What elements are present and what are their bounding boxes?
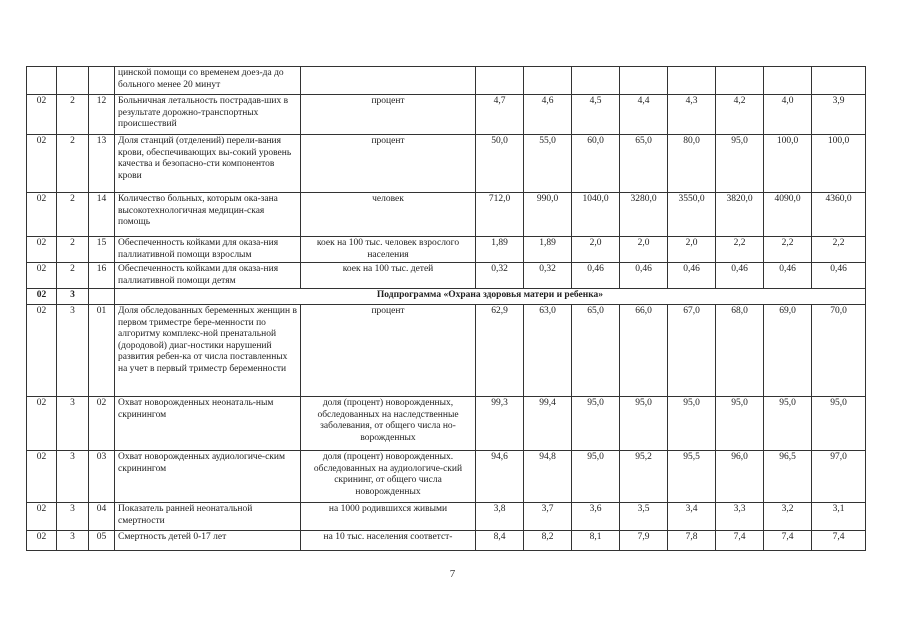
value-cell	[812, 67, 866, 95]
code-cell: 02	[27, 263, 57, 289]
code-cell: 2	[57, 135, 89, 193]
unit-cell: процент	[301, 305, 476, 397]
value-cell: 990,0	[524, 193, 572, 237]
value-cell: 4360,0	[812, 193, 866, 237]
value-cell: 95,0	[812, 397, 866, 451]
value-cell	[668, 67, 716, 95]
indicators-table	[26, 66, 866, 551]
code-cell: 12	[89, 95, 115, 135]
code-cell: 3	[57, 289, 89, 305]
unit-cell: доля (процент) новорожденных. обследованных на аудиологиче-ский скрининг, от общего числа новорожденных	[301, 451, 476, 503]
table-row	[27, 263, 866, 289]
value-cell: 0,32	[524, 263, 572, 289]
value-cell: 7,4	[812, 531, 866, 551]
unit-cell: коек на 100 тыс. человек взрослого населения	[301, 237, 476, 263]
value-cell: 3820,0	[716, 193, 764, 237]
indicator-name: Больничная летальность пострадав-ших в результате дорожно-транспортных происшествий	[115, 95, 301, 135]
indicator-name: цинской помощи со временем доез-да до больного менее 20 минут	[115, 67, 301, 95]
value-cell: 60,0	[572, 135, 620, 193]
value-cell: 66,0	[620, 305, 668, 397]
value-cell: 0,46	[572, 263, 620, 289]
subprogram-title: Подпрограмма «Охрана здоровья матери и ребенка»	[115, 289, 866, 305]
unit-cell: на 1000 родившихся живыми	[301, 503, 476, 531]
code-cell: 2	[57, 95, 89, 135]
value-cell: 63,0	[524, 305, 572, 397]
value-cell: 65,0	[572, 305, 620, 397]
table-row	[27, 451, 866, 503]
value-cell: 3,3	[716, 503, 764, 531]
code-cell: 03	[89, 451, 115, 503]
indicator-name: Доля станций (отделений) перели-вания крови, обеспечивающих вы-сокий уровень качества и безопасно-сти компонентов крови	[115, 135, 301, 193]
code-cell: 02	[27, 95, 57, 135]
code-cell: 01	[89, 305, 115, 397]
value-cell: 2,2	[812, 237, 866, 263]
table-row	[27, 135, 866, 193]
value-cell: 95,0	[764, 397, 812, 451]
value-cell: 96,0	[716, 451, 764, 503]
value-cell: 4,2	[716, 95, 764, 135]
cell	[89, 67, 115, 95]
indicator-name: Количество больных, которым ока-зана высокотехнологичная медицин-ская помощь	[115, 193, 301, 237]
value-cell: 99,3	[476, 397, 524, 451]
value-cell: 4090,0	[764, 193, 812, 237]
cell	[57, 67, 89, 95]
value-cell: 7,8	[668, 531, 716, 551]
value-cell: 3,2	[764, 503, 812, 531]
value-cell: 99,4	[524, 397, 572, 451]
value-cell: 4,3	[668, 95, 716, 135]
code-cell: 02	[27, 135, 57, 193]
value-cell: 95,5	[668, 451, 716, 503]
value-cell	[572, 67, 620, 95]
value-cell: 2,2	[716, 237, 764, 263]
value-cell: 4,4	[620, 95, 668, 135]
unit-cell: на 10 тыс. населения соответст-	[301, 531, 476, 551]
value-cell: 4,5	[572, 95, 620, 135]
value-cell: 95,0	[572, 397, 620, 451]
value-cell: 96,5	[764, 451, 812, 503]
table-row	[27, 503, 866, 531]
value-cell: 3,5	[620, 503, 668, 531]
value-cell: 4,7	[476, 95, 524, 135]
value-cell: 0,46	[716, 263, 764, 289]
value-cell: 3,7	[524, 503, 572, 531]
subprogram-row	[27, 289, 866, 305]
value-cell: 68,0	[716, 305, 764, 397]
value-cell: 0,46	[620, 263, 668, 289]
value-cell: 94,8	[524, 451, 572, 503]
indicator-name: Обеспеченность койками для оказа-ния паллиативной помощи взрослым	[115, 237, 301, 263]
code-cell: 3	[57, 397, 89, 451]
indicator-name: Доля обследованных беременных женщин в первом триместре бере-менности по алгоритму комплекс-ной пренатальной (дородовой) диаг-ностики нарушений развития ребен-ка от числа поставленных на учет в первый триместр беременности	[115, 305, 301, 397]
value-cell: 3550,0	[668, 193, 716, 237]
value-cell: 3,8	[476, 503, 524, 531]
code-cell: 14	[89, 193, 115, 237]
value-cell: 55,0	[524, 135, 572, 193]
value-cell: 67,0	[668, 305, 716, 397]
value-cell: 94,6	[476, 451, 524, 503]
value-cell: 4,0	[764, 95, 812, 135]
value-cell: 3,1	[812, 503, 866, 531]
table-row	[27, 95, 866, 135]
table-row	[27, 193, 866, 237]
value-cell: 2,2	[764, 237, 812, 263]
indicator-name: Охват новорожденных аудиологиче-ским скринингом	[115, 451, 301, 503]
value-cell: 95,0	[668, 397, 716, 451]
indicator-name: Смертность детей 0-17 лет	[115, 531, 301, 551]
value-cell	[620, 67, 668, 95]
value-cell: 95,0	[572, 451, 620, 503]
code-cell: 02	[27, 193, 57, 237]
value-cell: 7,4	[716, 531, 764, 551]
value-cell: 3280,0	[620, 193, 668, 237]
table-row	[27, 397, 866, 451]
code-cell: 02	[27, 503, 57, 531]
value-cell: 2,0	[668, 237, 716, 263]
table-row	[27, 531, 866, 551]
code-cell: 04	[89, 503, 115, 531]
value-cell: 8,1	[572, 531, 620, 551]
unit-cell: коек на 100 тыс. детей	[301, 263, 476, 289]
value-cell: 95,0	[620, 397, 668, 451]
value-cell: 3,4	[668, 503, 716, 531]
code-cell: 16	[89, 263, 115, 289]
unit-cell: процент	[301, 95, 476, 135]
value-cell: 95,0	[716, 135, 764, 193]
table-row	[27, 237, 866, 263]
table-row	[27, 67, 866, 95]
indicator-name: Обеспеченность койками для оказа-ния паллиативной помощи детям	[115, 263, 301, 289]
code-cell: 02	[27, 531, 57, 551]
value-cell: 3,9	[812, 95, 866, 135]
code-cell: 02	[27, 237, 57, 263]
unit-cell: доля (процент) новорожденных, обследованных на наследственные заболевания, от общего числа но-ворожденных	[301, 397, 476, 451]
value-cell: 4,6	[524, 95, 572, 135]
code-cell: 3	[57, 451, 89, 503]
value-cell: 0,46	[812, 263, 866, 289]
unit-cell	[301, 67, 476, 95]
value-cell: 2,0	[620, 237, 668, 263]
value-cell: 95,2	[620, 451, 668, 503]
code-cell: 2	[57, 263, 89, 289]
value-cell: 712,0	[476, 193, 524, 237]
value-cell: 80,0	[668, 135, 716, 193]
page-number: 7	[449, 568, 456, 580]
code-cell: 3	[57, 531, 89, 551]
code-cell: 02	[27, 397, 57, 451]
value-cell: 8,4	[476, 531, 524, 551]
value-cell	[476, 67, 524, 95]
value-cell	[764, 67, 812, 95]
value-cell: 70,0	[812, 305, 866, 397]
value-cell	[524, 67, 572, 95]
value-cell: 7,4	[764, 531, 812, 551]
value-cell: 8,2	[524, 531, 572, 551]
value-cell: 2,0	[572, 237, 620, 263]
value-cell: 69,0	[764, 305, 812, 397]
value-cell: 7,9	[620, 531, 668, 551]
value-cell: 50,0	[476, 135, 524, 193]
value-cell: 100,0	[764, 135, 812, 193]
code-cell: 02	[27, 305, 57, 397]
code-cell: 2	[57, 237, 89, 263]
code-cell: 02	[89, 397, 115, 451]
value-cell: 97,0	[812, 451, 866, 503]
value-cell: 1,89	[524, 237, 572, 263]
code-cell: 02	[27, 451, 57, 503]
value-cell: 0,46	[764, 263, 812, 289]
code-cell: 2	[57, 193, 89, 237]
value-cell: 1040,0	[572, 193, 620, 237]
value-cell: 95,0	[716, 397, 764, 451]
unit-cell: процент	[301, 135, 476, 193]
value-cell: 3,6	[572, 503, 620, 531]
value-cell: 0,46	[668, 263, 716, 289]
code-cell: 3	[57, 305, 89, 397]
code-cell: 05	[89, 531, 115, 551]
code-cell	[89, 289, 115, 305]
code-cell: 3	[57, 503, 89, 531]
value-cell	[716, 67, 764, 95]
code-cell: 15	[89, 237, 115, 263]
cell	[27, 67, 57, 95]
code-cell: 13	[89, 135, 115, 193]
unit-cell: человек	[301, 193, 476, 237]
value-cell: 62,9	[476, 305, 524, 397]
table-row	[27, 305, 866, 397]
indicator-name: Показатель ранней неонатальной смертности	[115, 503, 301, 531]
code-cell: 02	[27, 289, 57, 305]
value-cell: 1,89	[476, 237, 524, 263]
value-cell: 65,0	[620, 135, 668, 193]
indicator-name: Охват новорожденных неонаталь-ным скринингом	[115, 397, 301, 451]
value-cell: 100,0	[812, 135, 866, 193]
value-cell: 0,32	[476, 263, 524, 289]
